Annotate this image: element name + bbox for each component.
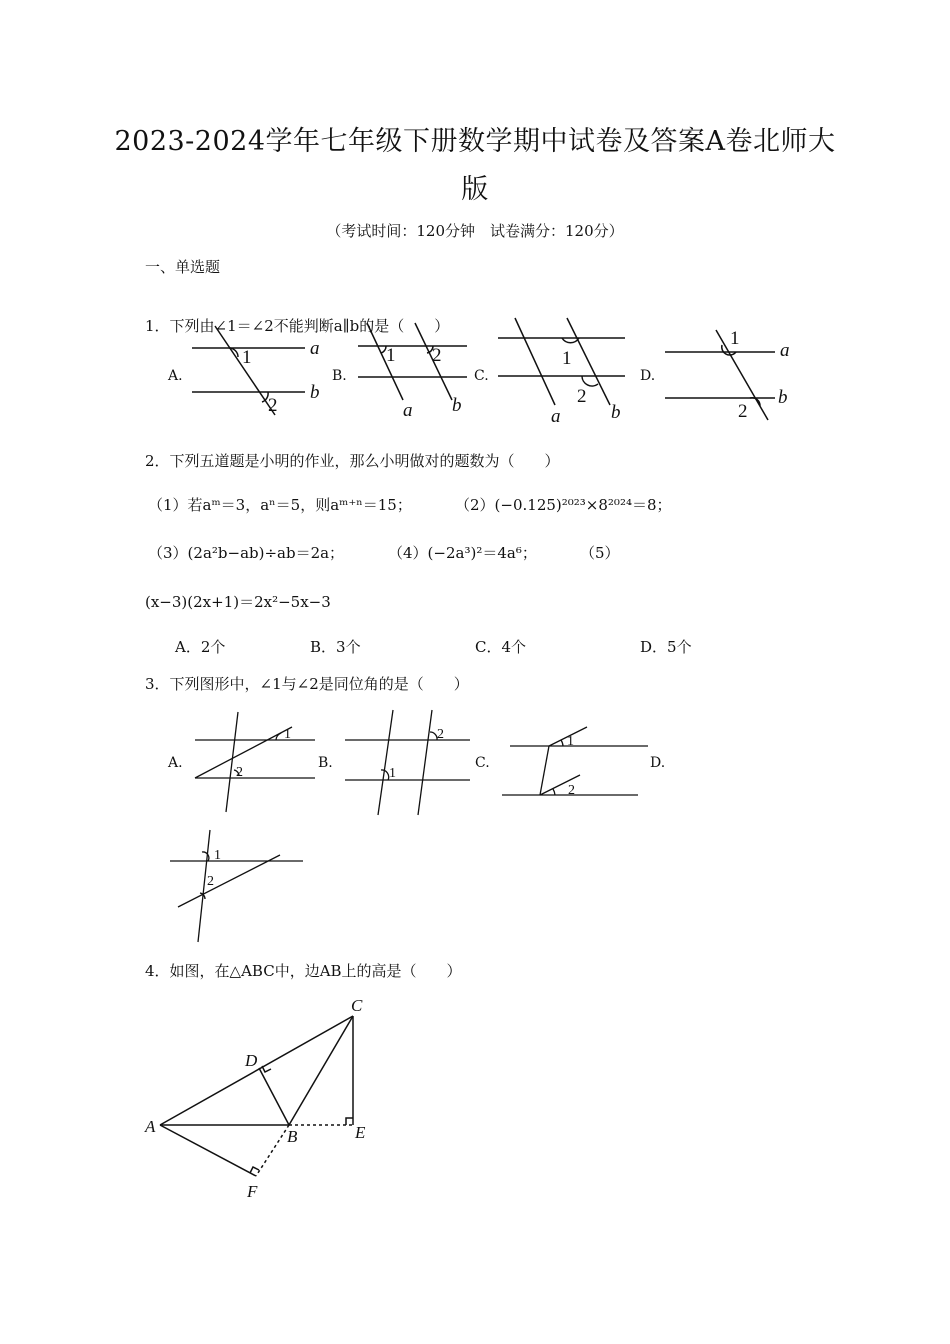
dashed-bf [256,1125,289,1176]
q1c-label-1: 1 [562,348,572,369]
q2-choice-b[interactable]: B．3个 [310,638,361,656]
q1a-label-b: b [310,382,320,403]
q1-stem: 1．下列由∠1＝∠2不能判断a∥b的是（ ） [145,317,450,335]
q3-option-a[interactable]: A. [168,755,183,771]
q1a-label-2: 2 [268,395,278,416]
right-angle-e [346,1118,353,1125]
q1c-label-b: b [611,402,621,423]
q1-option-d[interactable]: D. [640,368,656,384]
q1b-label-1: 1 [386,345,396,366]
point-f: F [247,1182,258,1201]
q4-stem: 4．如图，在△ABC中，边AB上的高是（ ） [145,962,462,980]
point-a: A [145,1117,156,1136]
q1d-label-a: a [780,340,790,361]
title-line-2: 版 [461,174,489,205]
q1b-label-b: b [452,395,462,416]
q1d-label-1: 1 [730,328,740,349]
q3c-label-1: 1 [567,734,574,749]
q3-option-c[interactable]: C. [475,755,490,771]
q1-option-a[interactable]: A. [168,368,183,384]
q3c-label-2: 2 [568,783,575,798]
q2-item-5-label: （5） [580,544,620,562]
q3-stem: 3．下列图形中，∠1与∠2是同位角的是（ ） [145,675,469,693]
point-d: D [245,1051,258,1070]
q2-choice-d[interactable]: D．5个 [640,638,692,656]
q3d-label-1: 1 [214,848,221,863]
q1b-label-a: a [403,400,413,421]
q3a-label-1: 1 [284,727,291,742]
section-heading: 一、单选题 [145,258,221,276]
q1a-label-1: 1 [242,347,252,368]
q1a-label-a: a [310,338,320,359]
q3b-label-2: 2 [437,727,444,742]
q2-item-2: （2）(−0.125)²⁰²³×8²⁰²⁴＝8； [455,496,672,514]
q1c-label-a: a [551,406,561,427]
exam-info: （考试时间：120分钟 试卷满分：120分） [326,222,624,240]
q2-item-4: （4）(−2a³)²＝4a⁶； [388,544,537,562]
q1d-label-b: b [778,387,788,408]
q3-option-d[interactable]: D. [650,755,666,771]
point-c: C [351,996,363,1015]
q2-item-5: (x−3)(2x+1)＝2x²−5x−3 [145,593,331,611]
q2-item-3: （3）(2a²b−ab)÷ab＝2a； [148,544,345,562]
q2-item-1: （1）若aᵐ＝3，aⁿ＝5，则aᵐ⁺ⁿ＝15； [148,496,412,514]
triangle-side-bc [289,1016,353,1125]
q2-choice-a[interactable]: A．2个 [175,638,226,656]
q3d-label-2: 2 [207,874,214,889]
triangle-side-ac [160,1016,353,1125]
q1b-label-2: 2 [432,345,442,366]
q2-choice-c[interactable]: C．4个 [475,638,527,656]
q2-stem: 2．下列五道题是小明的作业，那么小明做对的题数为（ ） [145,452,560,470]
point-b: B [287,1127,298,1146]
title-line-1: 2023-2024学年七年级下册数学期中试卷及答案A卷北师大 [114,126,836,157]
q3b-label-1: 1 [389,766,396,781]
q1-option-c[interactable]: C. [474,368,489,384]
point-e: E [355,1123,366,1142]
q1d-label-2: 2 [738,401,748,422]
segment-bd [259,1068,289,1125]
q3a-label-2: 2 [236,765,243,780]
q1c-label-2: 2 [577,386,587,407]
segment-af [160,1125,256,1176]
q1-option-b[interactable]: B. [332,368,347,384]
q3-option-b[interactable]: B. [318,755,333,771]
